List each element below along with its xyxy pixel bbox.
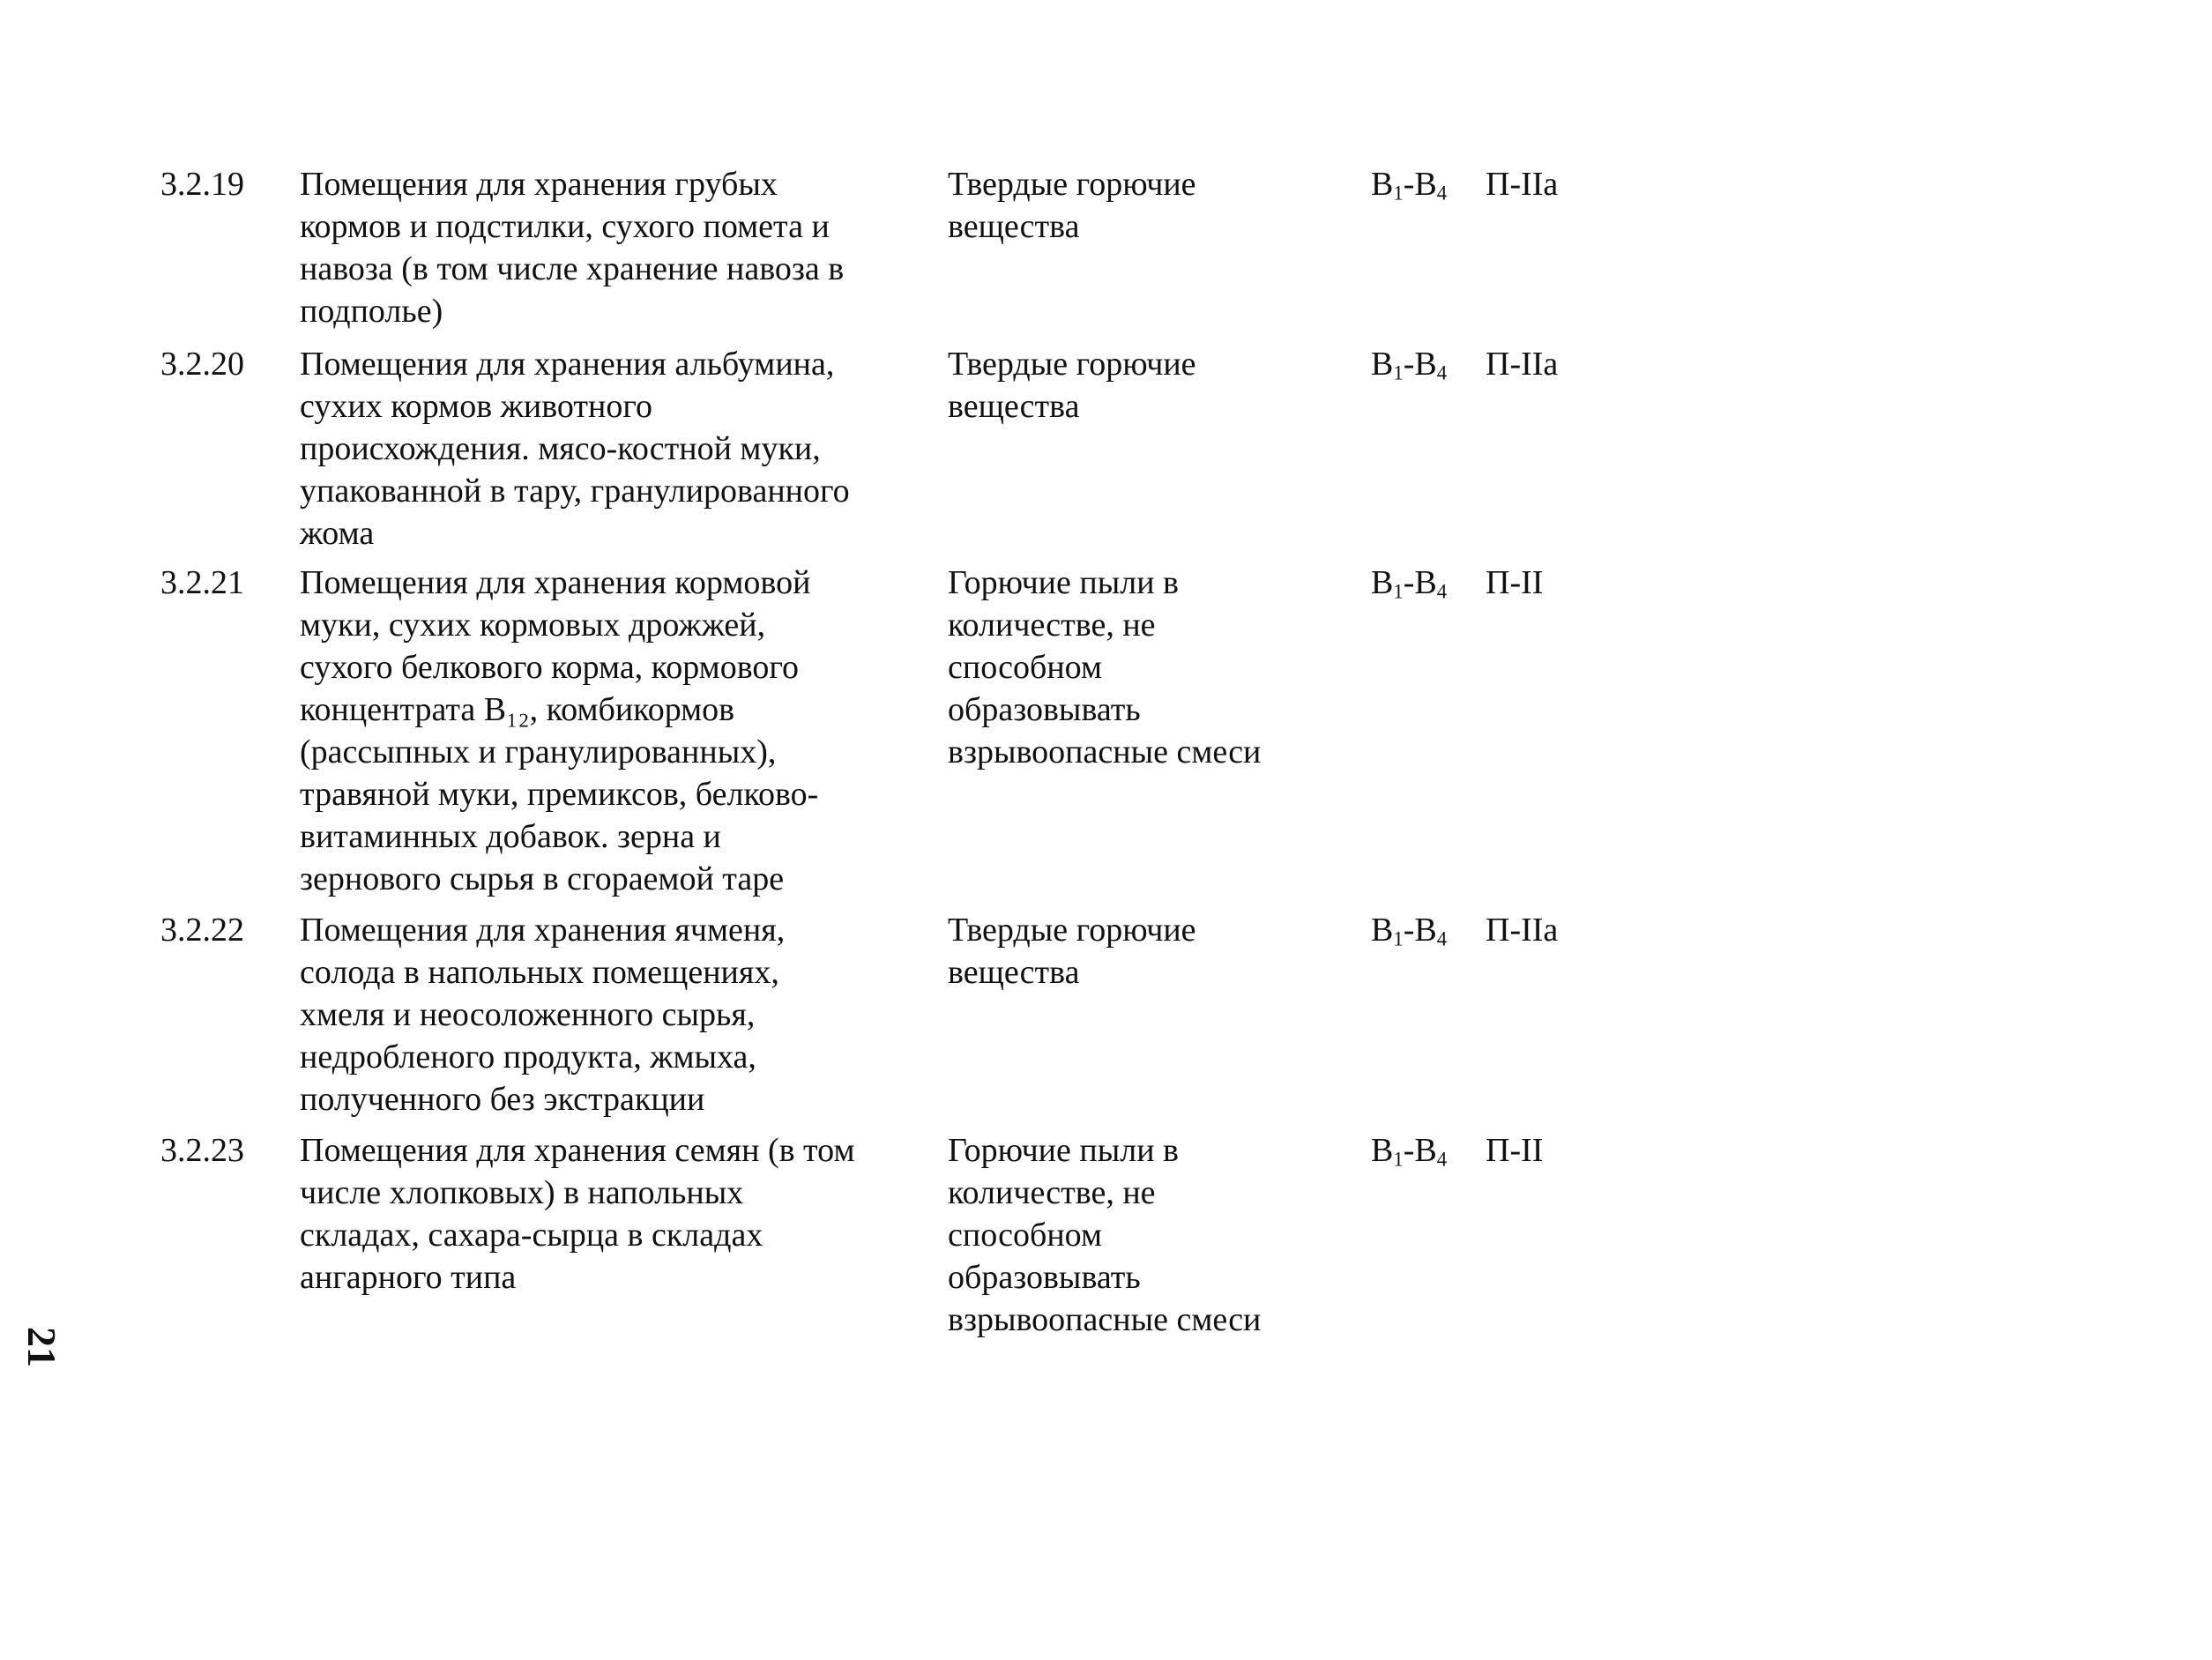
row-substance bbox=[948, 343, 1344, 562]
table-row bbox=[150, 163, 1649, 343]
substance-line: образовывать bbox=[948, 1259, 1141, 1296]
substance-line: Твердые горючие bbox=[948, 166, 1196, 203]
table-row bbox=[150, 1129, 1649, 1350]
table-row bbox=[150, 909, 1649, 1129]
row-zone-class: П-IIа bbox=[1486, 346, 1559, 383]
row-category: $В_1-В_4$ bbox=[1371, 912, 1448, 950]
page-number: 21 bbox=[19, 1327, 64, 1367]
substance-line: Твердые горючие bbox=[948, 346, 1196, 383]
description-line: Помещения для хранения семян (в том bbox=[300, 1132, 855, 1169]
row-substance bbox=[948, 909, 1344, 1129]
description-line: (рассыпных и гранулированных), bbox=[300, 733, 777, 770]
table-row bbox=[150, 562, 1649, 909]
substance-line: Горючие пыли в bbox=[948, 564, 1179, 601]
row-description bbox=[300, 343, 948, 562]
substance-line: способном bbox=[948, 1217, 1103, 1254]
row-number: 3.2.23 bbox=[160, 1132, 244, 1169]
row-zone-class: П-II bbox=[1486, 564, 1544, 601]
description-line: жома bbox=[300, 515, 375, 552]
description-line: упакованной в тару, гранулированного bbox=[300, 473, 850, 510]
description-line: Помещения для хранения ячменя, bbox=[300, 912, 786, 949]
row-category: $В_1-В_4$ bbox=[1371, 346, 1448, 384]
row-number: 3.2.19 bbox=[160, 166, 244, 203]
substance-line: взрывоопасные смеси bbox=[948, 1301, 1262, 1338]
description-line: складах, сахара-сырца в складах bbox=[300, 1217, 763, 1254]
description-line: хмеля и неосоложенного сырья, bbox=[300, 996, 756, 1033]
substance-line: вещества bbox=[948, 388, 1080, 425]
row-description bbox=[300, 562, 948, 909]
row-description bbox=[300, 163, 948, 343]
substance-line: взрывоопасные смеси bbox=[948, 733, 1262, 770]
description-line: подполье) bbox=[300, 293, 443, 330]
description-line: муки, сухих кормовых дрожжей, bbox=[300, 607, 766, 644]
description-line: происхождения. мясо-костной муки, bbox=[300, 430, 821, 467]
description-line: недробленого продукта, жмыха, bbox=[300, 1038, 756, 1076]
substance-line: вещества bbox=[948, 954, 1080, 991]
row-substance bbox=[948, 562, 1344, 909]
description-line: кормов и подстилки, сухого помета и bbox=[300, 208, 830, 245]
description-line: травяной муки, премиксов, белково- bbox=[300, 776, 819, 813]
substance-line: количестве, не bbox=[948, 607, 1156, 644]
description-line: концентрата В₁₂, комбикормов bbox=[300, 691, 735, 728]
substance-line: количестве, не bbox=[948, 1174, 1156, 1211]
substance-line: образовывать bbox=[948, 691, 1141, 728]
description-line: Помещения для хранения грубых bbox=[300, 166, 778, 203]
description-line: Помещения для хранения альбумина, bbox=[300, 346, 835, 383]
description-line: сухого белкового корма, кормового bbox=[300, 649, 800, 686]
substance-line: Твердые горючие bbox=[948, 912, 1196, 949]
row-description bbox=[300, 909, 948, 1129]
row-number: 3.2.20 bbox=[160, 346, 244, 383]
description-line: витаминных добавок. зерна и bbox=[300, 818, 721, 855]
description-line: Помещения для хранения кормовой bbox=[300, 564, 811, 601]
row-description bbox=[300, 1129, 948, 1350]
description-line: полученного без экстракции bbox=[300, 1081, 705, 1118]
description-line: сухих кормов животного bbox=[300, 388, 653, 425]
substance-line: вещества bbox=[948, 208, 1080, 245]
substance-line: способном bbox=[948, 649, 1103, 686]
row-category: $В_1-В_4$ bbox=[1371, 564, 1448, 603]
row-number: 3.2.21 bbox=[160, 564, 244, 601]
substance-line: Горючие пыли в bbox=[948, 1132, 1179, 1169]
row-zone-class: П-IIа bbox=[1486, 166, 1559, 203]
row-substance bbox=[948, 163, 1344, 343]
description-line: числе хлопковых) в напольных bbox=[300, 1174, 744, 1211]
row-substance bbox=[948, 1129, 1344, 1350]
premises-table bbox=[150, 163, 1649, 1350]
description-line: навоза (в том числе хранение навоза в bbox=[300, 250, 845, 287]
row-category: $В_1-В_4$ bbox=[1371, 1132, 1448, 1171]
description-line: зернового сырья в сгораемой таре bbox=[300, 860, 785, 897]
description-line: ангарного типа bbox=[300, 1259, 517, 1296]
description-line: солода в напольных помещениях, bbox=[300, 954, 779, 991]
row-zone-class: П-IIа bbox=[1486, 912, 1559, 949]
table-row bbox=[150, 343, 1649, 562]
row-number: 3.2.22 bbox=[160, 912, 244, 949]
row-category: $В_1-В_4$ bbox=[1371, 166, 1448, 205]
row-zone-class: П-II bbox=[1486, 1132, 1544, 1169]
